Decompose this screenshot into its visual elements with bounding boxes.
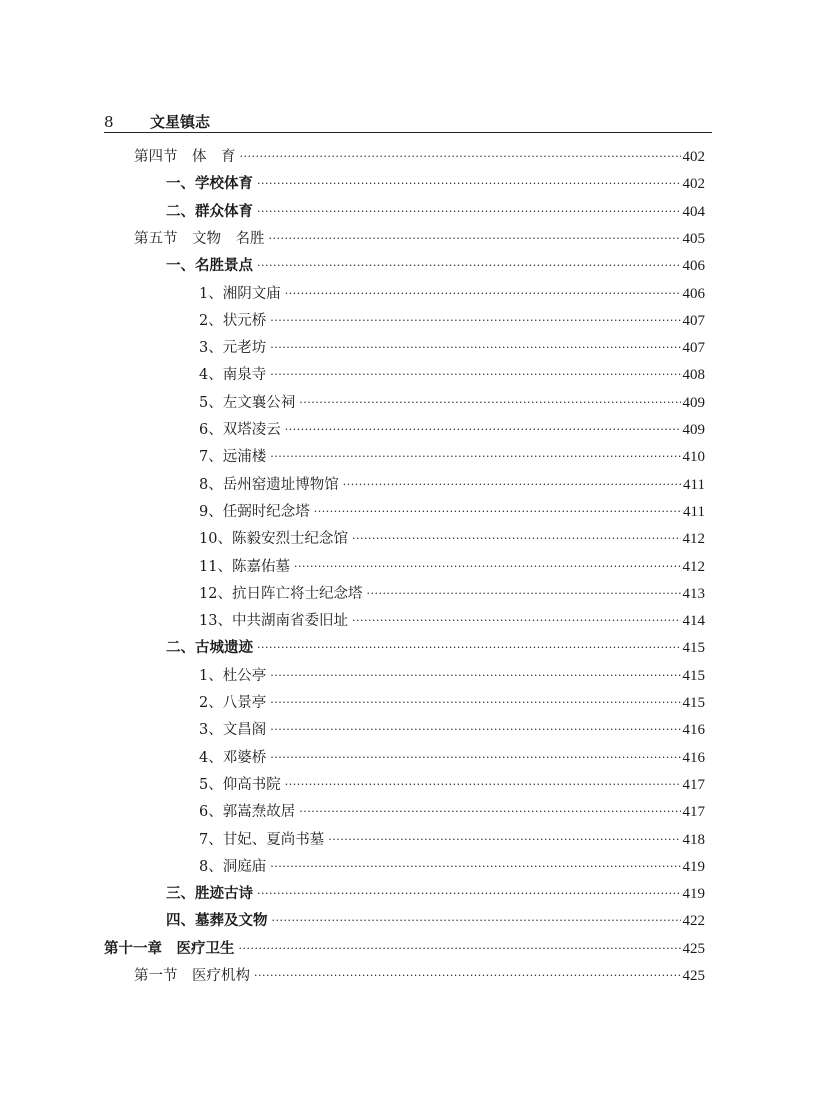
dot-leader (257, 637, 681, 659)
toc-entry-page: 406 (682, 258, 705, 274)
dot-leader (299, 801, 680, 823)
toc-entry-page: 406 (682, 286, 705, 302)
toc-entry[interactable] (199, 747, 705, 769)
toc-entry-page: 419 (682, 886, 705, 902)
toc-entry[interactable] (199, 283, 705, 305)
toc-entry-title: 1、杜公亭 (199, 668, 267, 684)
running-header (104, 112, 712, 133)
toc-entry-page: 418 (682, 832, 705, 848)
toc-entry-title: 2、状元桥 (199, 313, 267, 329)
toc-entry-title: 3、文昌阁 (199, 722, 267, 738)
dot-leader (343, 474, 681, 496)
toc-entry-title: 8、岳州窑遗址博物馆 (199, 477, 339, 493)
toc-entry[interactable] (199, 801, 705, 823)
toc-entry[interactable] (134, 146, 705, 168)
toc-entry[interactable] (199, 774, 705, 796)
dot-leader (257, 173, 681, 195)
toc-entry-page: 408 (682, 367, 705, 383)
dot-leader (270, 719, 680, 741)
toc-entry-page: 415 (682, 640, 705, 656)
toc-entry-title: 2、八景亭 (199, 695, 267, 711)
toc-entry-title: 二、古城遗迹 (166, 639, 253, 656)
toc-entry[interactable] (199, 528, 705, 550)
toc-entry[interactable] (134, 965, 705, 987)
toc-entry-page: 402 (682, 149, 705, 165)
dot-leader (270, 856, 680, 878)
dot-leader (240, 146, 681, 168)
toc-entry-title: 三、胜迹古诗 (166, 885, 253, 902)
toc-entry-page: 422 (682, 913, 705, 929)
dot-leader (270, 337, 680, 359)
toc-entry-title: 3、元老坊 (199, 340, 267, 356)
toc-entry-title: 第十一章 医疗卫生 (104, 941, 235, 957)
dot-leader (294, 556, 681, 578)
toc-entry-title: 第四节 体 育 (134, 149, 236, 165)
toc-entry-title: 二、群众体育 (166, 203, 253, 220)
dot-leader (270, 665, 680, 687)
dot-leader (285, 283, 681, 305)
toc-entry-page: 411 (683, 504, 705, 520)
page-number: 8 (104, 113, 114, 131)
toc-entry-page: 410 (682, 449, 705, 465)
toc-entry-title: 一、学校体育 (166, 175, 253, 192)
toc-entry[interactable] (199, 719, 705, 741)
toc-entry[interactable] (166, 201, 705, 223)
toc-entry-page: 414 (682, 613, 705, 629)
dot-leader (239, 938, 681, 960)
toc-entry[interactable] (199, 310, 705, 332)
toc-entry-page: 419 (682, 859, 705, 875)
toc-entry-title: 11、陈嘉佑墓 (199, 559, 290, 575)
toc-entry[interactable] (199, 610, 705, 632)
dot-leader (299, 392, 680, 414)
toc-entry[interactable] (199, 337, 705, 359)
toc-entry-title: 5、左文襄公祠 (199, 395, 296, 411)
toc-entry-title: 12、抗日阵亡将士纪念塔 (199, 586, 363, 602)
toc-entry-title: 7、甘妃、夏尚书墓 (199, 832, 325, 848)
toc-entry[interactable] (166, 173, 705, 195)
dot-leader (270, 364, 680, 386)
dot-leader (328, 829, 680, 851)
dot-leader (352, 528, 681, 550)
toc-entry[interactable] (199, 692, 705, 714)
toc-entry-page: 405 (682, 231, 705, 247)
toc-entry-title: 9、任弼时纪念塔 (199, 504, 310, 520)
toc-entry-title: 6、郭嵩焘故居 (199, 804, 296, 820)
toc-entry[interactable] (199, 446, 705, 468)
toc-entry-page: 415 (682, 695, 705, 711)
toc-entry-page: 413 (682, 586, 705, 602)
dot-leader (257, 201, 681, 223)
toc-entry-page: 416 (682, 722, 705, 738)
toc-entry[interactable] (199, 364, 705, 386)
toc-entry-page: 416 (682, 750, 705, 766)
toc-entry[interactable] (199, 556, 705, 578)
toc-entry[interactable] (199, 829, 705, 851)
toc-entry[interactable] (166, 637, 705, 659)
toc-entry-page: 412 (682, 559, 705, 575)
dot-leader (257, 255, 681, 277)
toc-entry-title: 第五节 文物 名胜 (134, 231, 265, 247)
toc-entry[interactable] (199, 392, 705, 414)
toc-entry-page: 409 (682, 422, 705, 438)
toc-entry[interactable] (134, 228, 705, 250)
toc-entry-page: 425 (682, 968, 705, 984)
toc-entry-page: 425 (682, 941, 705, 957)
toc-entry-title: 10、陈毅安烈士纪念馆 (199, 531, 348, 547)
toc-entry[interactable] (199, 665, 705, 687)
toc-entry[interactable] (166, 255, 705, 277)
dot-leader (352, 610, 681, 632)
toc-entry-page: 407 (682, 313, 705, 329)
toc-entry-title: 8、洞庭庙 (199, 859, 267, 875)
toc-entry[interactable] (104, 938, 705, 960)
toc-entry-page: 415 (682, 668, 705, 684)
toc-entry-page: 404 (682, 204, 705, 220)
toc-entry-title: 一、名胜景点 (166, 257, 253, 274)
dot-leader (366, 583, 680, 605)
dot-leader (270, 692, 680, 714)
dot-leader (272, 910, 681, 932)
toc-entry-title: 1、湘阴文庙 (199, 286, 281, 302)
dot-leader (257, 883, 681, 905)
toc-entry-page: 402 (682, 176, 705, 192)
dot-leader (285, 774, 681, 796)
toc-entry[interactable] (166, 883, 705, 905)
dot-leader (285, 419, 681, 441)
toc-entry-page: 411 (683, 477, 705, 493)
dot-leader (269, 228, 681, 250)
toc-entry[interactable] (199, 419, 705, 441)
toc-entry-title: 第一节 医疗机构 (134, 968, 250, 984)
dot-leader (254, 965, 681, 987)
toc-entry-page: 409 (682, 395, 705, 411)
toc-entry-title: 4、邓婆桥 (199, 750, 267, 766)
dot-leader (270, 446, 680, 468)
toc-entry[interactable] (199, 583, 705, 605)
toc-entry-title: 13、中共湖南省委旧址 (199, 613, 348, 629)
dot-leader (270, 747, 680, 769)
toc-entry-title: 4、南泉寺 (199, 367, 267, 383)
toc-entry[interactable] (199, 474, 705, 496)
toc-entry-page: 417 (682, 804, 705, 820)
toc-entry-title: 7、远浦楼 (199, 449, 267, 465)
toc-entry-title: 四、墓葬及文物 (166, 912, 268, 929)
toc-entry[interactable] (199, 856, 705, 878)
toc-entry[interactable] (166, 910, 705, 932)
toc-entry-page: 407 (682, 340, 705, 356)
toc-entry-page: 412 (682, 531, 705, 547)
toc-entry[interactable] (199, 501, 705, 523)
toc-entry-page: 417 (682, 777, 705, 793)
dot-leader (270, 310, 680, 332)
book-title: 文星镇志 (150, 113, 211, 131)
dot-leader (314, 501, 681, 523)
toc-entry-title: 6、双塔凌云 (199, 422, 281, 438)
toc-entry-title: 5、仰高书院 (199, 777, 281, 793)
